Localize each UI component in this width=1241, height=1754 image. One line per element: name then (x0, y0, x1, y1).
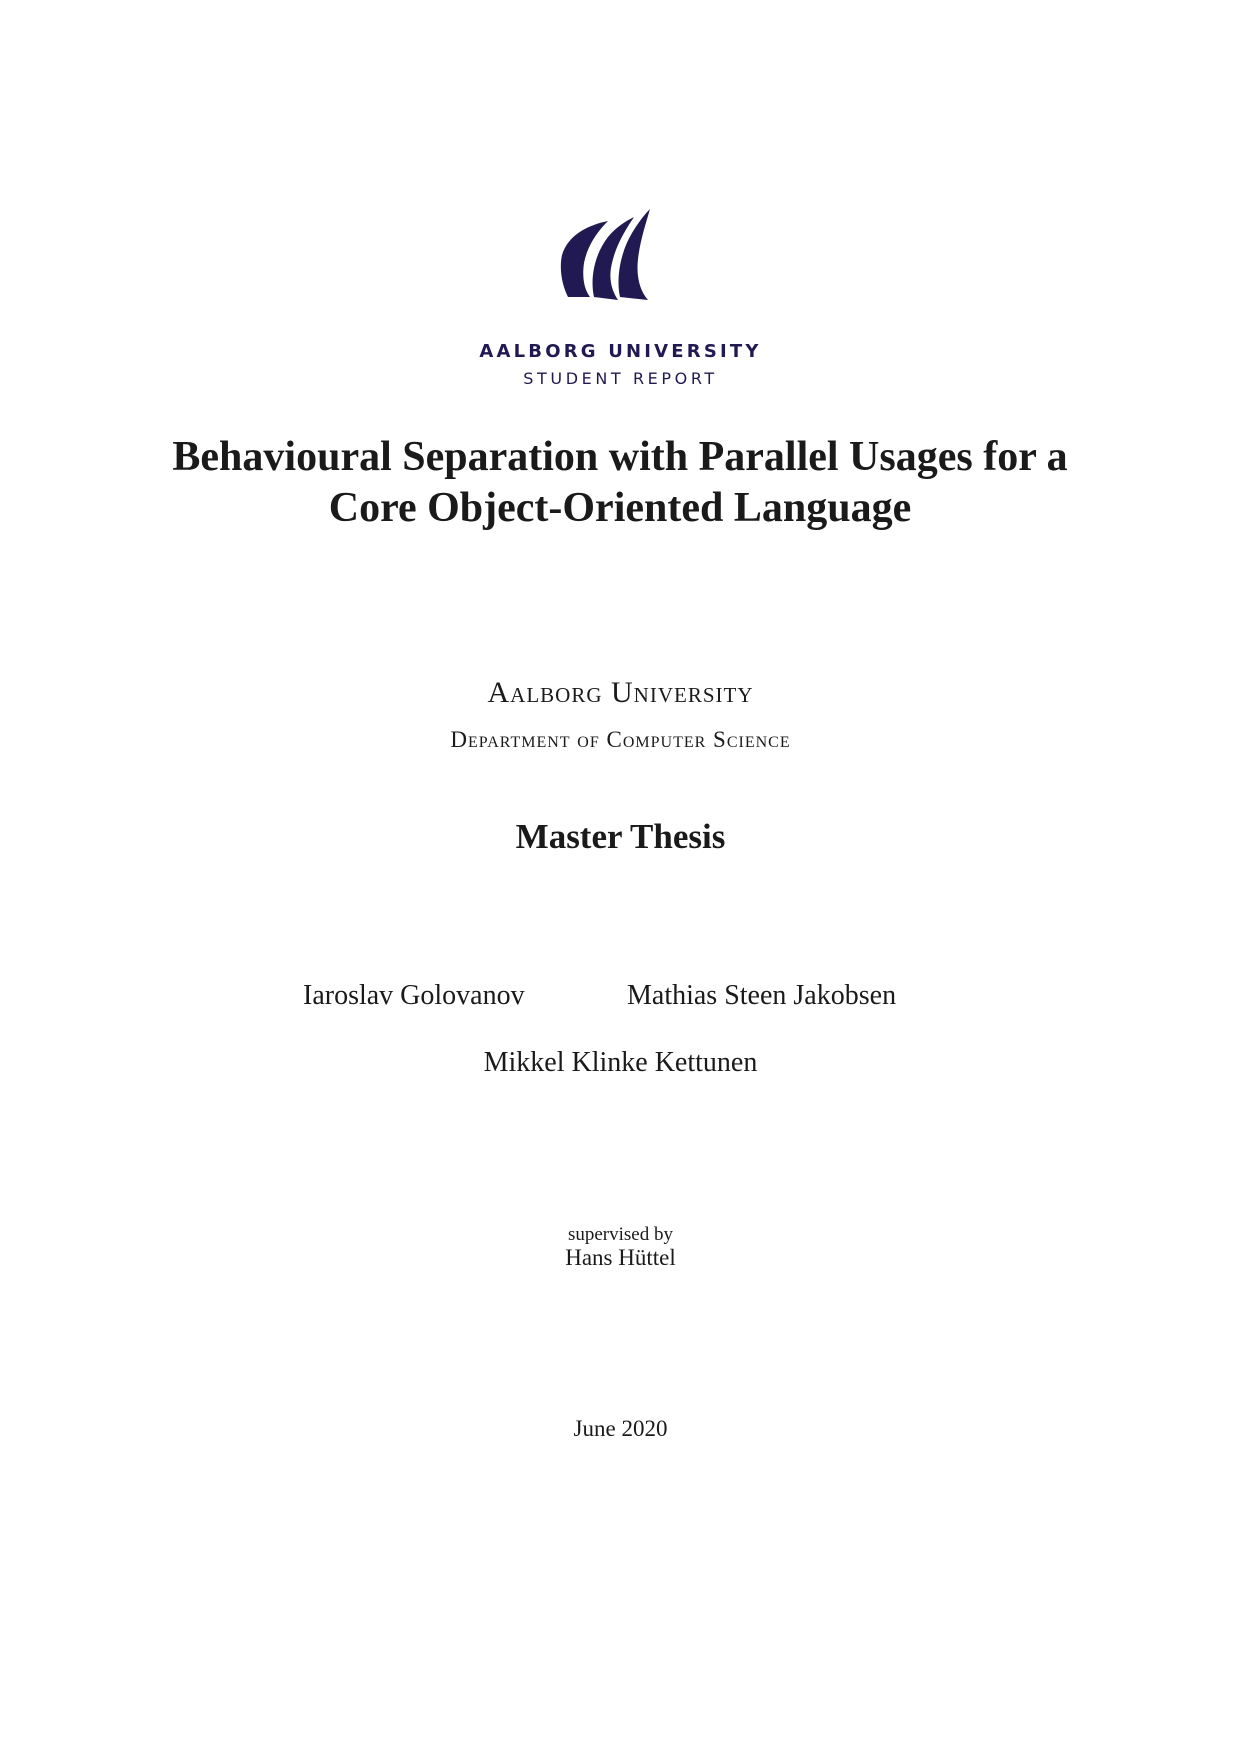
logo-wave-3-icon (619, 209, 651, 300)
department-name: Department of Computer Science (450, 727, 791, 752)
logo-institution-name: AALBORG UNIVERSITY (479, 341, 762, 362)
aalborg-university-logo-icon (560, 205, 670, 310)
author-name: Mathias Steen Jakobsen (627, 980, 897, 1011)
university-name: Aalborg University (487, 676, 754, 709)
publication-date: June 2020 (573, 1416, 668, 1441)
author-name: Iaroslav Golovanov (303, 980, 525, 1011)
supervised-by-label: supervised by (567, 1224, 673, 1245)
thesis-type: Master Thesis (515, 817, 726, 856)
logo-report-type: STUDENT REPORT (523, 369, 718, 388)
author-name: Mikkel Klinke Kettunen (483, 1047, 758, 1078)
supervisor-name: Hans Hüttel (565, 1245, 676, 1270)
document-title: Behavioural Separation with Parallel Usages for a Core Object-Oriented Language (172, 434, 1068, 531)
